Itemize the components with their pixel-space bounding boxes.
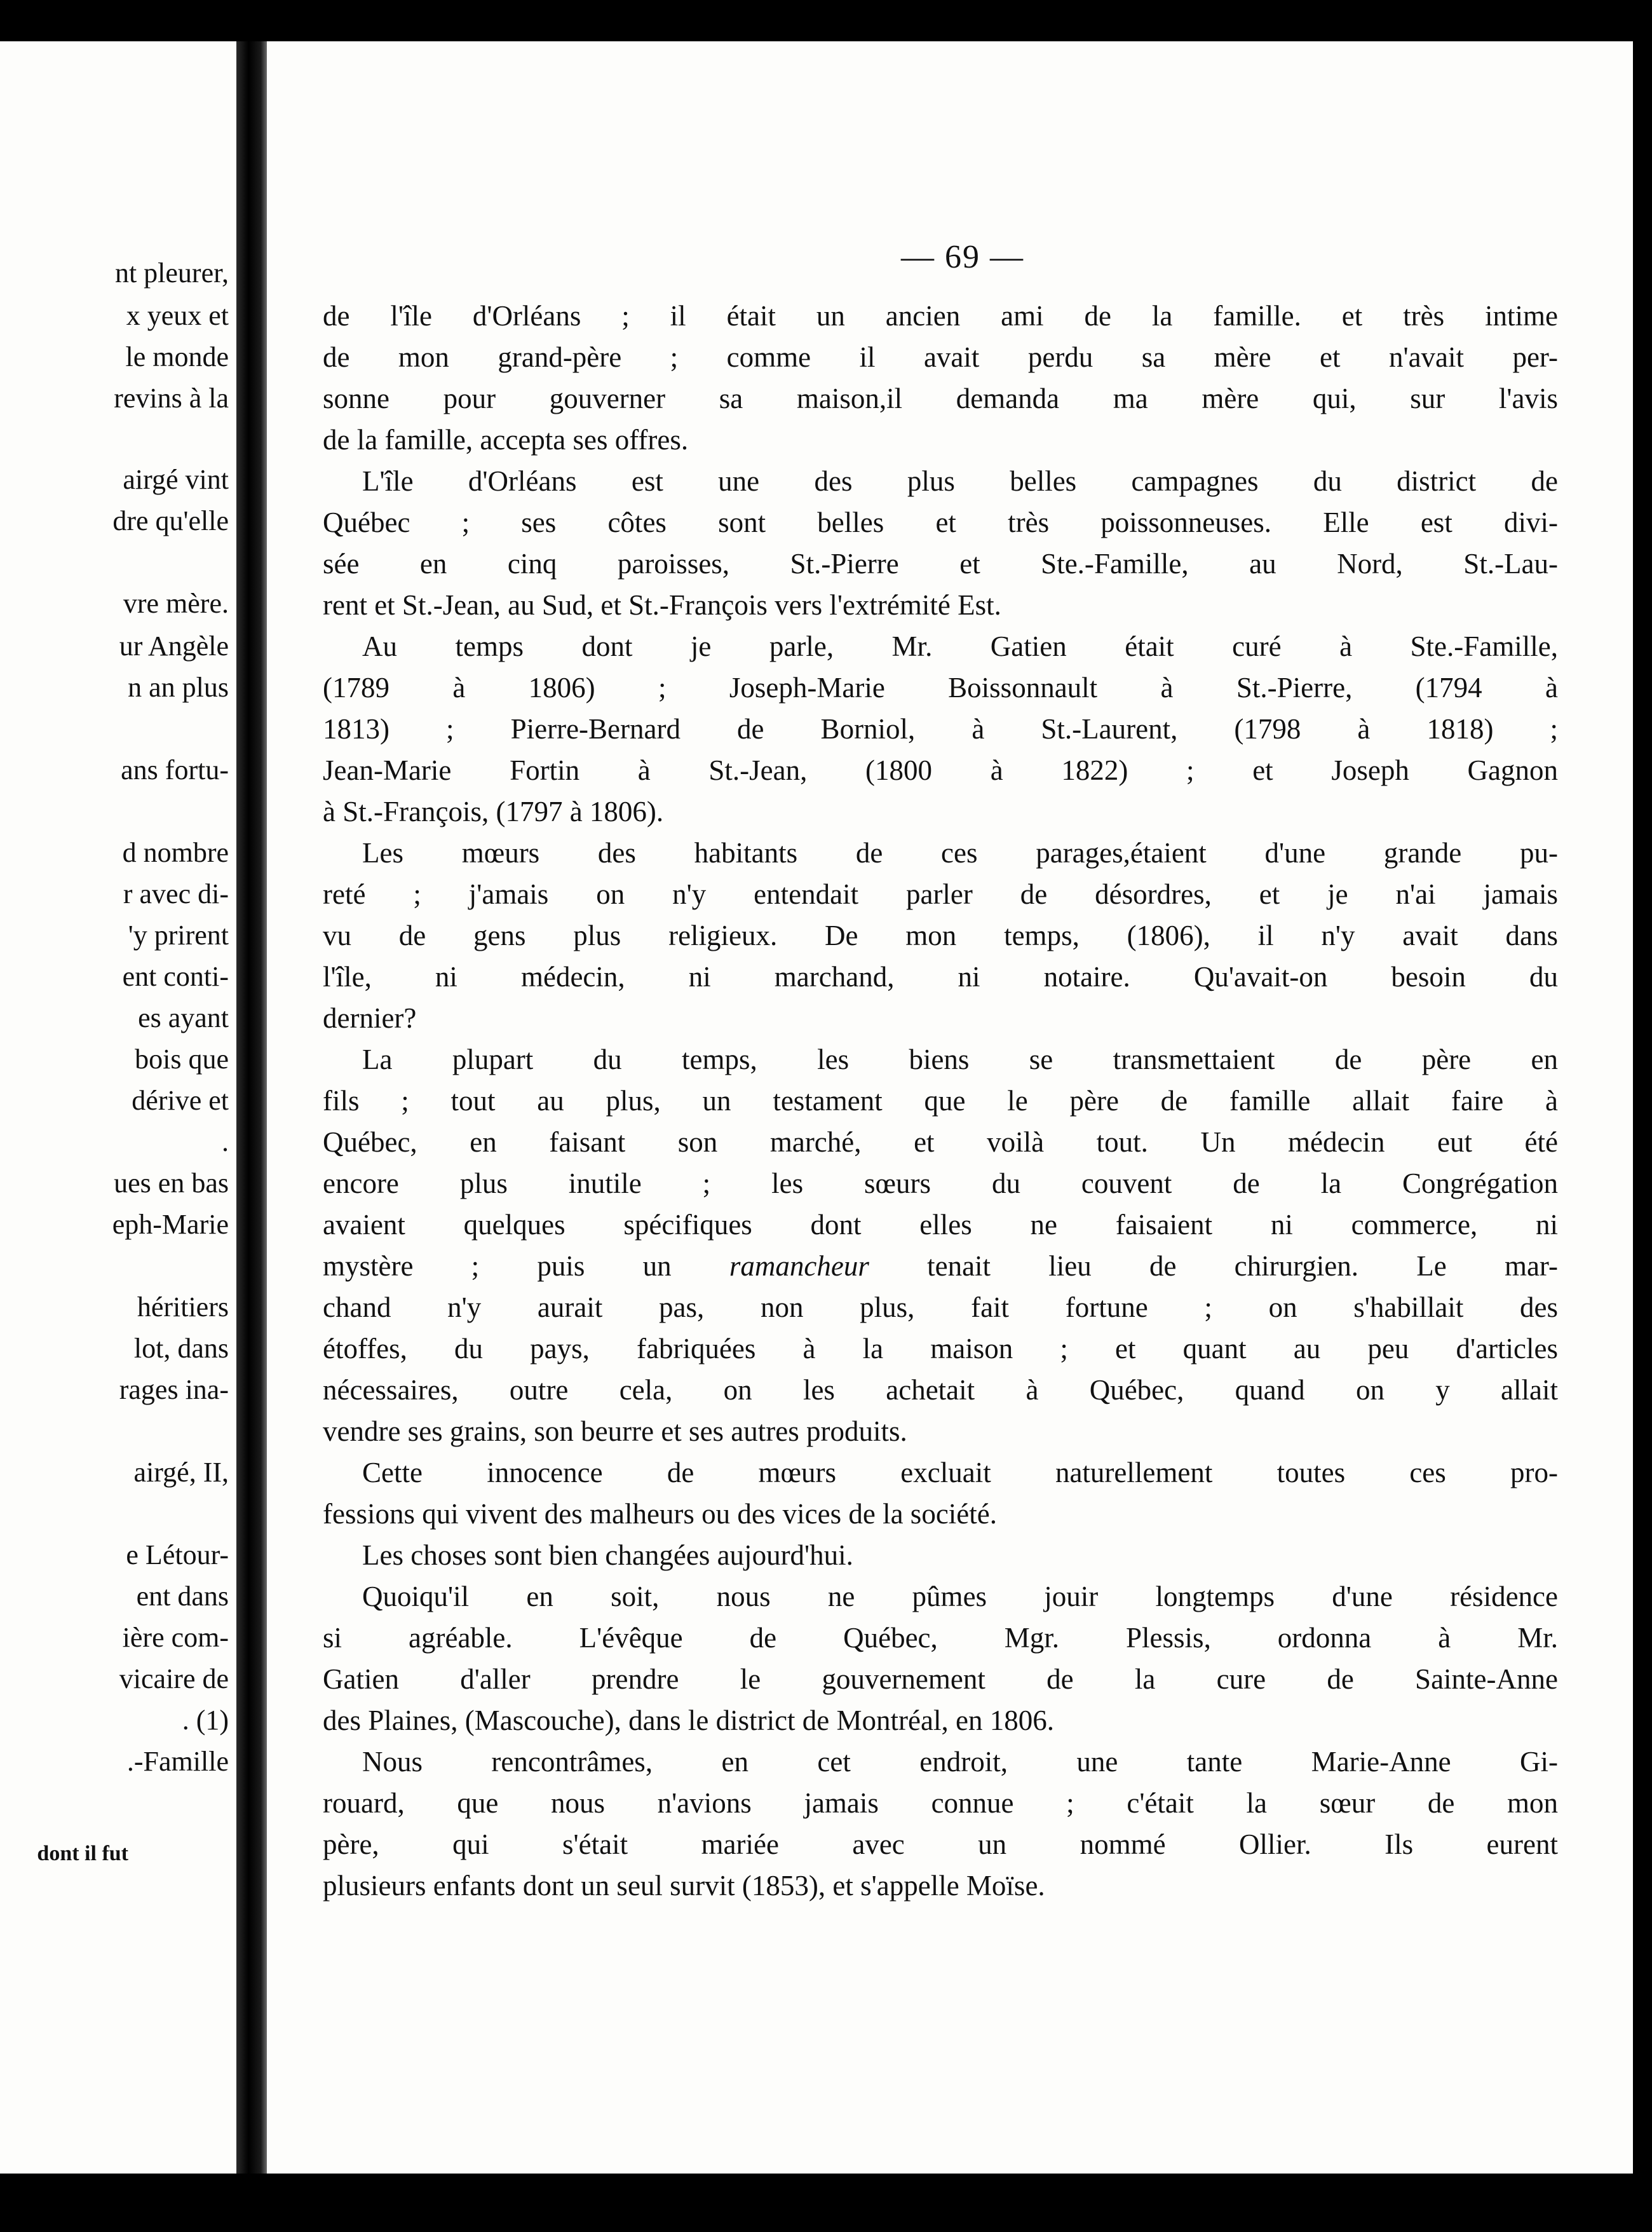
text-line: sée en cinq paroisses, St.-Pierre et Ste.-Famille, au Nord, St.-Lau- [323, 548, 1558, 580]
page-body-text [323, 296, 1558, 1907]
text-line: vu de gens plus religieux. De mon temps, (1806), il n'y avait dans [323, 920, 1558, 951]
text-line: 1813) ; Pierre-Bernard de Borniol, à St.-Laurent, (1798 à 1818) ; [323, 713, 1558, 745]
text-line: l'île, ni médecin, ni marchand, ni notaire. Qu'avait-on besoin du [323, 961, 1558, 993]
paragraph [323, 1039, 1558, 1452]
left-page-line: vre mère. [123, 588, 229, 619]
left-page-line: lot, dans [133, 1333, 229, 1364]
text-line: encore plus inutile ; les sœurs du couvent de la Congrégation [323, 1167, 1558, 1199]
left-page-line: e Létour- [126, 1539, 229, 1570]
left-page-line: ues en bas [114, 1167, 229, 1199]
text-line: Nous rencontrâmes, en cet endroit, une tante Marie-Anne Gi- [362, 1746, 1558, 1778]
left-page-line: rages ina- [119, 1374, 229, 1405]
text-line: Quoiqu'il en soit, nous ne pûmes jouir longtemps d'une résidence [362, 1581, 1558, 1612]
left-page-line: .-Famille [126, 1746, 229, 1777]
text-line: étoffes, du pays, fabriquées à la maison ; et quant au peu d'articles [323, 1333, 1558, 1364]
left-page-line: vicaire de [119, 1663, 229, 1694]
left-page-line: . [222, 1126, 229, 1157]
text-line: Jean-Marie Fortin à St.-Jean, (1800 à 1822) ; et Joseph Gagnon [323, 754, 1558, 786]
text-line: avaient quelques spécifiques dont elles ne faisaient ni commerce, ni [323, 1209, 1558, 1241]
text-line: sonne pour gouverner sa maison,il demanda ma mère qui, sur l'avis [323, 383, 1558, 414]
text-line: La plupart du temps, les biens se transmettaient de père en [362, 1044, 1558, 1075]
text-line: plusieurs enfants dont un seul survit (1853), et s'appelle Moïse. [323, 1870, 1045, 1902]
text-line: rent et St.-Jean, au Sud, et St.-François vers l'extrémité Est. [323, 589, 1001, 621]
previous-page-fragment [0, 41, 236, 2174]
page-number: — 69 — [901, 239, 1024, 275]
left-page-line: 'y prirent [128, 920, 229, 951]
left-page-line: ur Angèle [119, 630, 229, 662]
text-line: père, qui s'était mariée avec un nommé Ollier. Ils eurent [323, 1828, 1558, 1860]
left-page-line: airgé, II, [133, 1457, 229, 1488]
text-line: chand n'y aurait pas, non plus, fait fortune ; on s'habillait des [323, 1291, 1558, 1323]
left-page-line: d nombre [122, 837, 229, 868]
left-page-line: bois que [135, 1044, 229, 1075]
text-line: fessions qui vivent des malheurs ou des vices de la société. [323, 1498, 997, 1530]
left-page-line: dre qu'elle [112, 505, 229, 536]
paragraph [323, 461, 1558, 626]
text-line: dernier? [323, 1002, 417, 1034]
text-line: reté ; j'amais on n'y entendait parler de désordres, et je n'ai jamais [323, 878, 1558, 910]
left-page-line: ière com- [122, 1622, 229, 1653]
paragraph [323, 1741, 1558, 1907]
text-line: vendre ses grains, son beurre et ses autres produits. [323, 1415, 907, 1447]
paragraph [323, 1535, 1558, 1576]
book-page [267, 41, 1633, 2174]
left-page-footnote: dont il fut [37, 1842, 128, 1865]
text-line: des Plaines, (Mascouche), dans le district de Montréal, en 1806. [323, 1705, 1054, 1736]
left-page-line: eph-Marie [112, 1209, 229, 1240]
text-line: Les choses sont bien changées aujourd'hui. [362, 1539, 853, 1571]
left-page-line: r avec di- [123, 878, 229, 909]
text-line: Québec ; ses côtes sont belles et très poissonneuses. Elle est divi- [323, 507, 1558, 538]
paragraph [323, 1576, 1558, 1741]
paragraph [323, 833, 1558, 1039]
left-page-line: x yeux et [126, 300, 229, 331]
text-line: de la famille, accepta ses offres. [323, 424, 689, 456]
left-page-line: héritiers [137, 1291, 229, 1323]
italic-term: ramancheur [729, 1250, 869, 1282]
text-line: à St.-François, (1797 à 1806). [323, 796, 664, 827]
scan-bottom-edge [267, 2174, 1633, 2232]
text-line: rouard, que nous n'avions jamais connue ; c'était la sœur de mon [323, 1787, 1558, 1819]
left-page-line: nt pleurer, [114, 257, 229, 289]
paragraph [323, 626, 1558, 833]
left-page-line: ent dans [136, 1581, 229, 1612]
text-line: (1789 à 1806) ; Joseph-Marie Boissonnault à St.-Pierre, (1794 à [323, 672, 1558, 704]
left-page-line: ans fortu- [121, 754, 229, 786]
paragraph [323, 296, 1558, 461]
text-line: de mon grand-père ; comme il avait perdu sa mère et n'avait per- [323, 341, 1558, 373]
text-line: si agréable. L'évêque de Québec, Mgr. Plessis, ordonna à Mr. [323, 1622, 1558, 1654]
text-line: Québec, en faisant son marché, et voilà tout. Un médecin eut été [323, 1126, 1558, 1158]
text-line: mystère ; puis un ramancheur tenait lieu de chirurgien. Le mar- [323, 1250, 1558, 1282]
left-page-line: le monde [125, 341, 229, 372]
left-page-line: ent conti- [122, 961, 229, 992]
text-line: Les mœurs des habitants de ces parages,étaient d'une grande pu- [362, 837, 1558, 869]
left-page-line: n an plus [128, 672, 229, 703]
text-line: fils ; tout au plus, un testament que le père de famille allait faire à [323, 1085, 1558, 1117]
book-gutter [236, 41, 267, 2174]
left-page-line: . (1) [182, 1705, 229, 1736]
left-page-line: revins à la [114, 383, 229, 414]
text-line: Gatien d'aller prendre le gouvernement de la cure de Sainte-Anne [323, 1663, 1558, 1695]
text-line: Au temps dont je parle, Mr. Gatien était curé à Ste.-Famille, [362, 630, 1558, 662]
left-page-line: dérive et [132, 1085, 229, 1116]
left-page-line: airgé vint [123, 464, 229, 495]
paragraph [323, 1452, 1558, 1535]
text-line: nécessaires, outre cela, on les achetait à Québec, quand on y allait [323, 1374, 1558, 1406]
text-line: de l'île d'Orléans ; il était un ancien ami de la famille. et très intime [323, 300, 1558, 332]
left-page-line: es ayant [138, 1002, 229, 1033]
text-line: Cette innocence de mœurs excluait naturellement toutes ces pro- [362, 1457, 1558, 1488]
text-line: L'île d'Orléans est une des plus belles campagnes du district de [362, 465, 1558, 497]
